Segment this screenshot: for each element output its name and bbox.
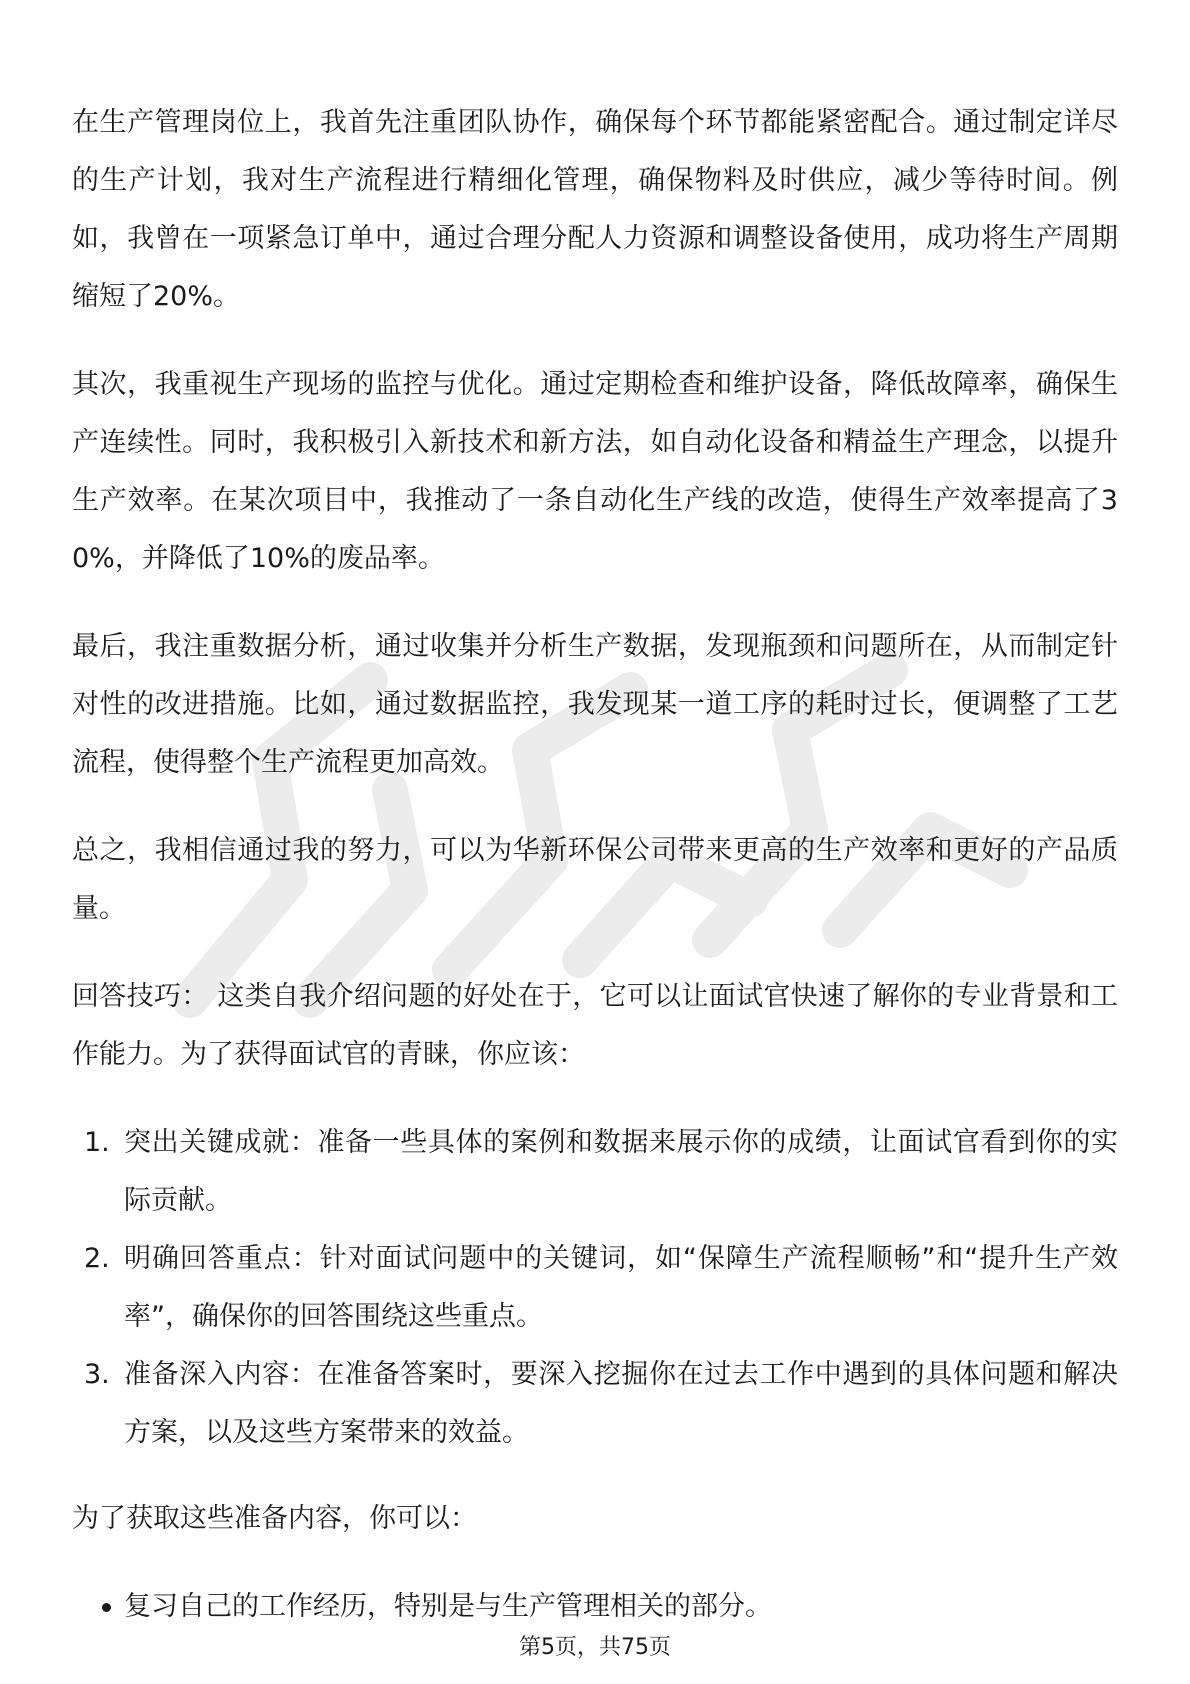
page-number-footer: 第5页，共75页 [519,1635,671,1660]
list-item [72,1346,1118,1462]
paragraph-answer-tips: 回答技巧： 这类自我介绍问题的好处在于，它可以让面试官快速了解你的专业背景和工作能力。为了获得面试官的青睐，你应该： [72,981,1118,1070]
list-number: 1. [84,1127,110,1158]
list-number: 2. [84,1243,110,1274]
paragraph-site-monitoring: 其次，我重视生产现场的监控与优化。通过定期检查和维护设备，降低故障率，确保生产连续性。同时，我积极引入新技术和新方法，如自动化设备和精益生产理念，以提升生产效率。在某次项目中，我推动了一条自动化生产线的改造，使得生产效率提高了30%，并降低了10%的废品率。 [72,369,1118,574]
list-item-text: 突出关键成就：准备一些具体的案例和数据来展示你的成绩，让面试官看到你的实际贡献。 [124,1127,1118,1216]
list-item [72,1578,1118,1636]
bullet-icon [102,1603,111,1612]
tips-ordered-list [72,1114,1118,1462]
paragraph-production-teamwork: 在生产管理岗位上，我首先注重团队协作，确保每个环节都能紧密配合。通过制定详尽的生产计划，我对生产流程进行精细化管理，确保物料及时供应，减少等待时间。例如，我曾在一项紧急订单中，通过合理分配人力资源和调整设备使用，成功将生产周期缩短了20%。 [72,107,1118,312]
paragraph-data-analysis: 最后，我注重数据分析，通过收集并分析生产数据，发现瓶颈和问题所在，从而制定针对性的改进措施。比如，通过数据监控，我发现某一道工序的耗时过长，便调整了工艺流程，使得整个生产流程更加高效。 [72,631,1118,778]
paragraph-preparation-intro: 为了获取这些准备内容，你可以： [72,1503,477,1534]
list-item-text: 准备深入内容：在准备答案时，要深入挖掘你在过去工作中遇到的具体问题和解决方案，以及这些方案带来的效益。 [124,1359,1118,1448]
list-item [72,1114,1118,1230]
list-number: 3. [84,1359,110,1390]
paragraph-conclusion: 总之，我相信通过我的努力，可以为华新环保公司带来更高的生产效率和更好的产品质量。 [72,835,1118,924]
list-item-text: 复习自己的工作经历，特别是与生产管理相关的部分。 [124,1591,772,1622]
list-item [72,1230,1118,1346]
document-body [72,94,1118,1636]
list-item-text: 明确回答重点：针对面试问题中的关键词，如“保障生产流程顺畅”和“提升生产效率”，确保你的回答围绕这些重点。 [124,1243,1118,1332]
preparation-bullet-list [72,1578,1118,1636]
